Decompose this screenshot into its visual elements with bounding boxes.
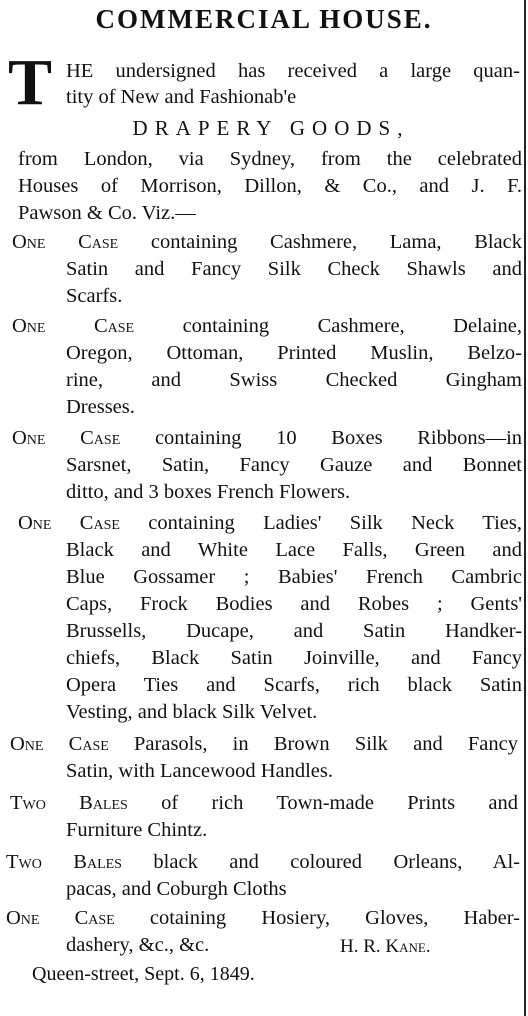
item-text: containing Cashmere, Delaine, <box>182 315 523 337</box>
list-item <box>6 905 520 931</box>
item-lead: Two Bales <box>6 851 122 873</box>
item-line: Furniture Chintz. <box>66 819 208 841</box>
item-line: Sarsnet, Satin, Fancy Gauze and Bonnet <box>66 454 522 476</box>
item-line: Brussells, Ducape, and Satin Handker- <box>66 620 522 642</box>
item-lead: Two Bales <box>10 792 128 814</box>
item-text: containing Ladies' Silk Neck Ties, <box>148 512 522 534</box>
item-text: cotaining Hosiery, Gloves, Haber- <box>149 907 521 929</box>
intro-line-5: Pawson & Co. Viz.— <box>18 202 196 224</box>
drop-cap: T <box>8 46 53 119</box>
item-lead: One Case <box>10 733 109 755</box>
item-line: Scarfs. <box>66 285 123 307</box>
item-line: pacas, and Coburgh Cloths <box>66 878 287 900</box>
intro-line-3: from London, via Sydney, from the celebrated <box>18 148 522 170</box>
list-item <box>12 229 522 255</box>
item-lead: One Case <box>12 427 121 449</box>
item-lead: One Case <box>18 512 120 534</box>
item-line: Caps, Frock Bodies and Robes ; Gents' <box>66 593 522 615</box>
dateline: Queen-street, Sept. 6, 1849. <box>32 963 255 985</box>
item-line: Dresses. <box>66 396 135 418</box>
item-line: chiefs, Black Satin Joinville, and Fancy <box>66 647 522 669</box>
list-item <box>10 731 518 757</box>
item-line: Satin and Fancy Silk Check Shawls and <box>66 258 522 280</box>
intro-line-2: tity of New and Fashionab'e <box>66 86 297 108</box>
item-text: containing Cashmere, Lama, Black <box>150 231 523 253</box>
item-line: Black and White Lace Falls, Green and <box>66 539 522 561</box>
drapery-goods-heading: DRAPERY GOODS, <box>132 116 410 140</box>
intro-line-4: Houses of Morrison, Dillon, & Co., and J. F. <box>18 175 522 197</box>
item-text: containing 10 Boxes Ribbons—in <box>154 427 523 449</box>
list-item <box>6 849 520 875</box>
signature: H. R. Kane. <box>340 936 431 957</box>
item-text: black and coloured Orleans, Al- <box>153 851 520 873</box>
item-line: rine, and Swiss Checked Gingham <box>66 369 522 391</box>
item-text: of rich Town-made Prints and <box>161 792 518 814</box>
list-item <box>12 313 522 339</box>
item-line: ditto, and 3 boxes French Flowers. <box>66 481 351 503</box>
item-line: Blue Gossamer ; Babies' French Cambric <box>66 566 522 588</box>
item-text: Parasols, in Brown Silk and Fancy <box>134 733 518 755</box>
item-line: Oregon, Ottoman, Printed Muslin, Belzo- <box>66 342 522 364</box>
item-lead: One Case <box>12 315 135 337</box>
list-item <box>18 510 522 536</box>
item-line: Satin, with Lancewood Handles. <box>66 760 334 782</box>
item-line: dashery, &c., &c. <box>66 934 210 956</box>
item-line: Opera Ties and Scarfs, rich black Satin <box>66 674 522 696</box>
item-lead: One Case <box>6 907 115 929</box>
column-rule <box>524 0 526 1016</box>
intro-line-1: HE undersigned has received a large quan- <box>66 60 520 82</box>
list-item <box>10 790 518 816</box>
item-lead: One Case <box>12 231 119 253</box>
advert-title: COMMERCIAL HOUSE. <box>95 4 433 34</box>
list-item <box>12 425 522 451</box>
item-line: Vesting, and black Silk Velvet. <box>66 701 318 723</box>
